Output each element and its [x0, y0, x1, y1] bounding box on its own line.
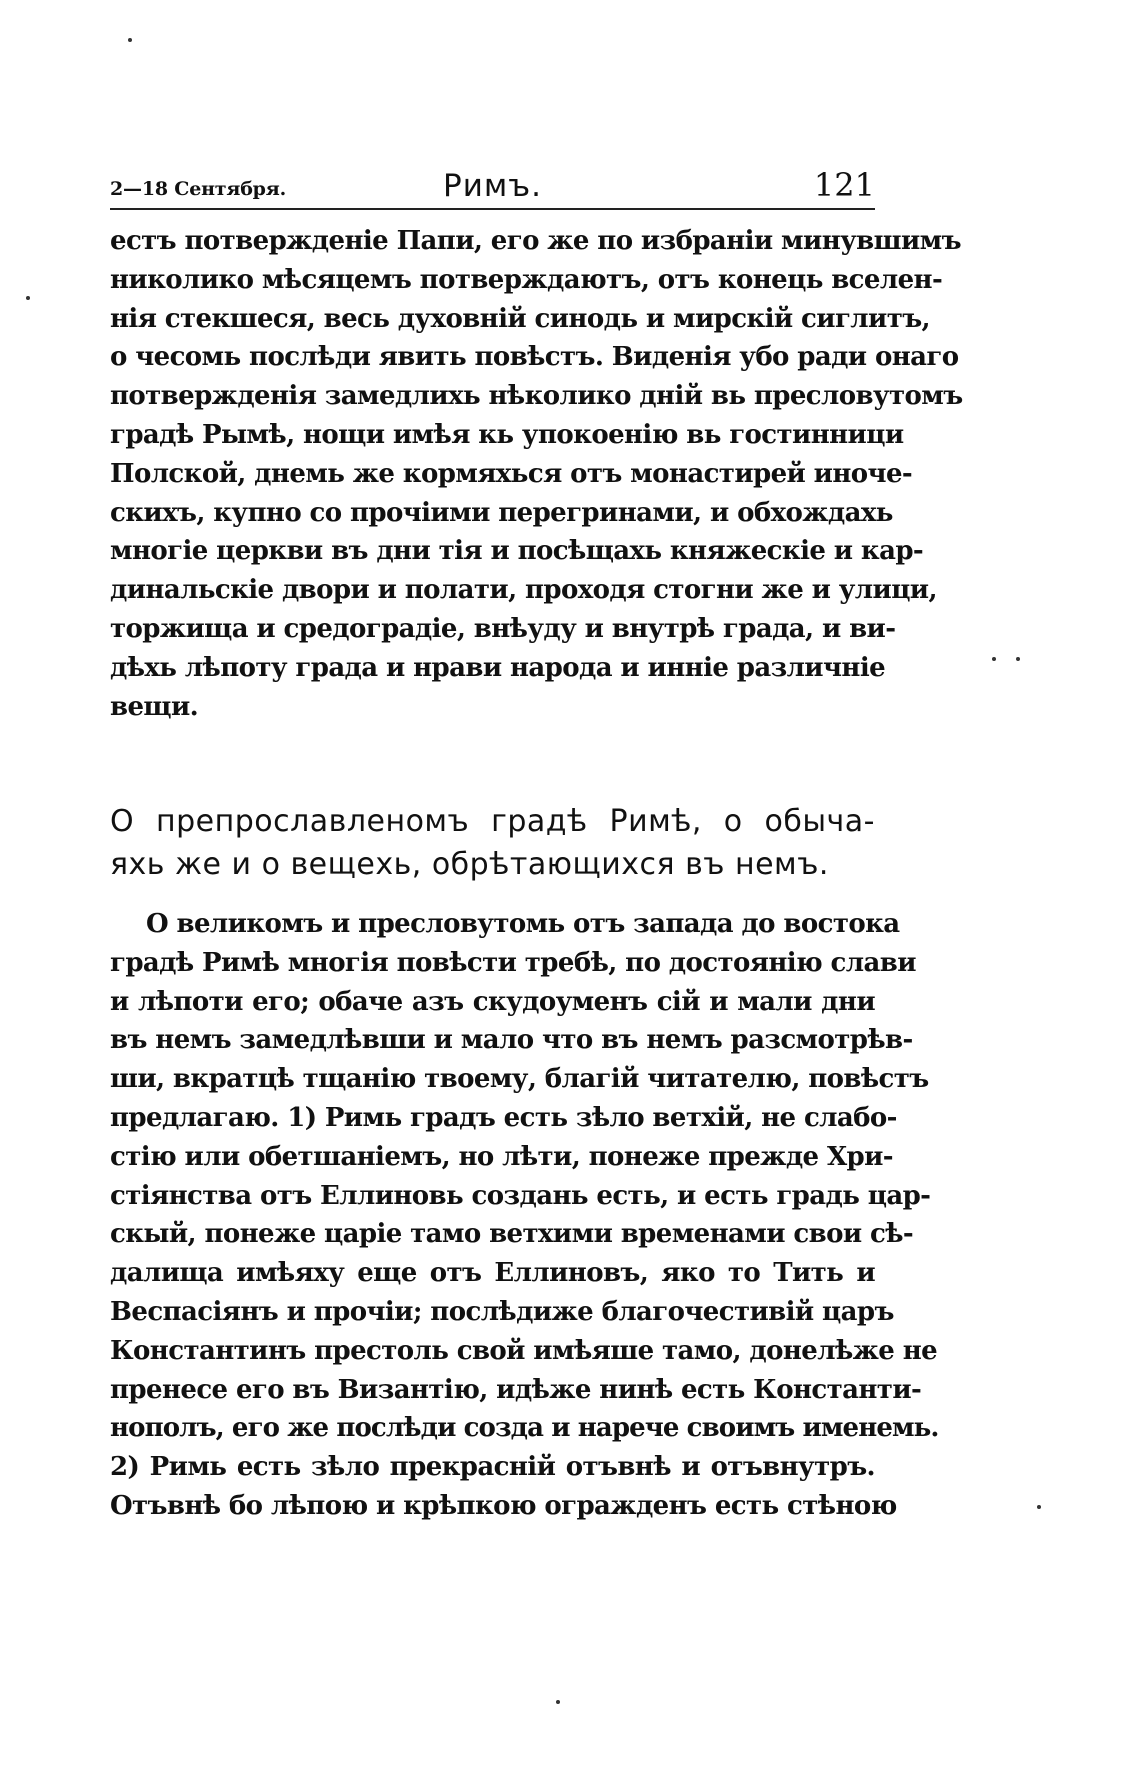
- text-line: о чесомь послѣди явить повѣстъ. Виденія убо ради онаго: [110, 342, 959, 373]
- text-line: Константинъ престоль свой имѣяше тамо, донелѣже не: [110, 1335, 938, 1366]
- text-line: нополъ, его же послѣди созда и нарече своимъ именемь.: [110, 1413, 939, 1444]
- text-line: 2) Римь есть зѣло прекрасній отъвнѣ и отъвнутръ.: [110, 1452, 875, 1483]
- text-line: и лѣпоти его; обаче азъ скудоуменъ сій и мали дни: [110, 986, 875, 1017]
- header-title: Римъ.: [443, 168, 542, 204]
- scan-speck: [128, 38, 132, 42]
- text-line: градѣ Римѣ многія повѣсти требѣ, по достоянію слави: [110, 947, 916, 978]
- text-line: предлагаю. 1) Римь градъ есть зѣло ветхій, не слабо-: [110, 1102, 897, 1133]
- text-line: естъ потвержденіе Папи, его же по избраніи минувшимъ: [110, 226, 961, 256]
- text-line: въ немъ замедлѣвши и мало что въ немъ разсмотрѣв-: [110, 1025, 913, 1056]
- header-date: 2—18 Сентября.: [110, 178, 287, 200]
- section-heading: [110, 800, 875, 886]
- heading-line: О препрославленомъ градѣ Римѣ, о обыча-: [110, 804, 875, 839]
- text-line: градѣ Рымѣ, нощи имѣя кь упокоенію вь гостинници: [110, 419, 904, 450]
- page-number: 121: [813, 166, 875, 204]
- text-line: стіянства отъ Еллиновь создань есть, и есть градь цар-: [110, 1180, 931, 1211]
- paragraph-2: [110, 905, 939, 1526]
- heading-line: яхь же и о вещехь, обрѣтающихся въ немъ.: [110, 847, 829, 882]
- text-line: динальскіе двори и полати, проходя стогни же и улици,: [110, 575, 937, 606]
- scan-speck: [1016, 657, 1020, 661]
- text-line: потвержденія замедлихь нѣколико дній вь пресловутомъ: [110, 381, 963, 412]
- text-line: вещи.: [110, 691, 199, 722]
- text-line: многіе церкви въ дни тія и посѣщахь княжескіе и кар-: [110, 536, 924, 567]
- text-line: стію или обетшаніемъ, но лѣти, понеже прежде Хри-: [110, 1141, 893, 1172]
- paragraph-1: [110, 222, 963, 726]
- text-line: Отъвнѣ бо лѣпою и крѣпкою огражденъ есть стѣною: [110, 1490, 897, 1521]
- text-line: скихъ, купно со прочіими перегринами, и обхождахь: [110, 497, 893, 528]
- text-line: Полской, днемь же кормяхься отъ монастирей иноче-: [110, 458, 913, 489]
- text-line: ши, вкратцѣ тщанію твоему, благій читателю, повѣстъ: [110, 1064, 929, 1095]
- text-line: О великомъ и пресловутомь отъ запада до востока: [146, 909, 900, 939]
- scan-speck: [1037, 1505, 1041, 1509]
- running-head: [110, 160, 875, 210]
- text-line: дѣхь лѣпоту града и нрави народа и инніе различніе: [110, 652, 886, 683]
- text-line: далища имѣяху еще отъ Еллиновъ, яко то Тить и: [110, 1258, 875, 1289]
- text-line: Веспасіянъ и прочіи; послѣдиже благочестивій царъ: [110, 1296, 894, 1327]
- text-line: скый, понеже царіе тамо ветхими временами свои сѣ-: [110, 1219, 914, 1250]
- scan-speck: [556, 1700, 560, 1704]
- text-line: николико мѣсяцемъ потверждаютъ, отъ конець вселен-: [110, 264, 943, 295]
- text-line: торжища и средоградіе, внѣуду и внутрѣ града, и ви-: [110, 613, 896, 644]
- scan-speck: [992, 657, 996, 661]
- text-line: пренесе его въ Византію, идѣже нинѣ есть Константи-: [110, 1374, 922, 1405]
- scan-speck: [26, 296, 30, 300]
- text-line: нія стекшеся, весь духовній синодь и мирскій сиглитъ,: [110, 303, 931, 334]
